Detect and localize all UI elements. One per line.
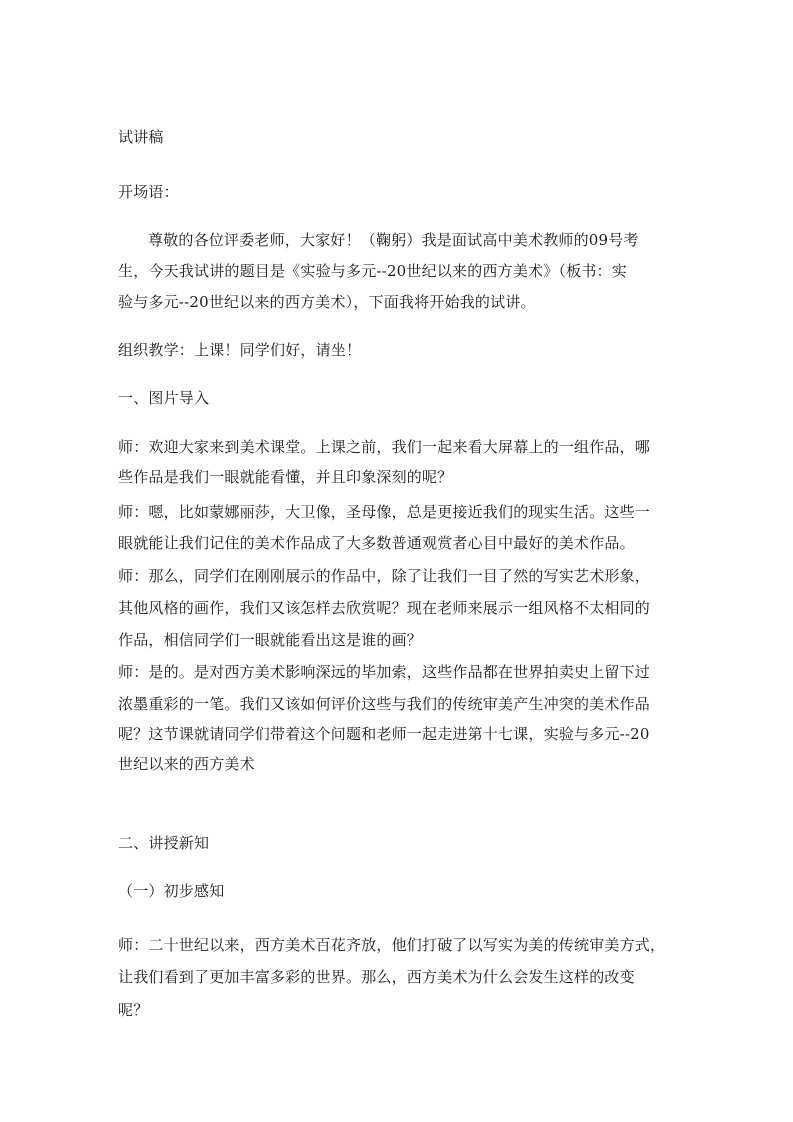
section-heading-new-knowledge: 二、讲授新知 [118,834,210,852]
organize-teaching-line: 组织教学：上课！同学们好，请坐！ [118,341,362,359]
section1-line: 眼就能让我们记住的美术作品成了大多数普通观赏者心目中最好的美术作品。 [118,534,635,552]
section1-line: 师：是的。是对西方美术影响深远的毕加索，这些作品都在世界拍卖史上留下过 [118,663,651,681]
opening-paragraph-line: 生，今天我试讲的题目是《实验与多元--20世纪以来的西方美术》（板书：实 [118,262,627,280]
section1-line: 世纪以来的西方美术 [118,755,255,773]
section1-line: 师：嗯，比如蒙娜丽莎，大卫像，圣母像，总是更接近我们的现实生活。这些一 [118,503,651,521]
opening-paragraph-line: 验与多元--20世纪以来的西方美术），下面我将开始我的试讲。 [118,293,536,311]
section1-line: 呢？这节课就请同学们带着这个问题和老师一起走进第十七课，实验与多元--20 [118,725,650,743]
section1-line: 些作品是我们一眼就能看懂，并且印象深刻的呢？ [118,468,453,486]
opening-label: 开场语： [118,183,179,201]
section1-line: 师：那么，同学们在刚刚展示的作品中，除了让我们一目了然的写实艺术形象， [118,567,651,585]
section-heading-picture-intro: 一、图片导入 [118,389,210,407]
section1-line: 师：欢迎大家来到美术课堂。上课之前，我们一起来看大屏幕上的一组作品，哪 [118,438,651,456]
subsection-heading-initial-perception: （一）初步感知 [118,882,225,900]
document-title: 试讲稿 [118,128,164,146]
subsection1-line: 呢？ [118,1001,149,1019]
subsection1-line: 让我们看到了更加丰富多彩的世界。那么，西方美术为什么会发生这样的改变 [118,968,635,986]
section1-line: 浓墨重彩的一笔。我们又该如何评价这些与我们的传统审美产生冲突的美术作品 [118,695,651,713]
section1-line: 其他风格的画作，我们又该怎样去欣赏呢？现在老师来展示一组风格不太相同的 [118,599,651,617]
opening-paragraph-line: 尊敬的各位评委老师，大家好！（鞠躬）我是面试高中美术教师的09号考 [148,231,639,249]
subsection1-line: 师：二十世纪以来，西方美术百花齐放，他们打破了以写实为美的传统审美方式， [118,936,666,954]
section1-line: 作品，相信同学们一眼就能看出这是谁的画？ [118,631,423,649]
